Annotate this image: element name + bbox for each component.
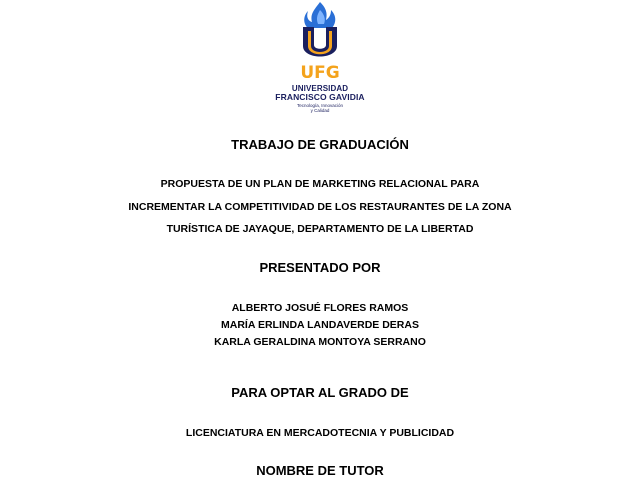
section-title: TRABAJO DE GRADUACIÓN (231, 137, 409, 152)
ufg-logo-emblem (270, 0, 370, 84)
thesis-title-line: INCREMENTAR LA COMPETITIVIDAD DE LOS RESTAURANTES DE LA ZONA (128, 201, 512, 213)
university-name-line2: FRANCISCO GAVIDIA (275, 92, 365, 102)
degree-name: LICENCIATURA EN MERCADOTECNIA Y PUBLICIDAD (185, 427, 455, 439)
ufg-acronym: UFG (300, 63, 340, 83)
university-tagline-line1: Tecnología, Innovación (296, 103, 344, 108)
thesis-title-line: TURÍSTICA DE JAYAQUE, DEPARTAMENTO DE LA LIBERTAD (166, 223, 474, 235)
author-name: MARÍA ERLINDA LANDAVERDE DERAS (221, 319, 419, 331)
university-name-line1: UNIVERSIDAD (291, 84, 349, 93)
degree-heading: PARA OPTAR AL GRADO DE (231, 385, 409, 400)
author-name: KARLA GERALDINA MONTOYA SERRANO (214, 336, 426, 348)
presented-by-heading: PRESENTADO POR (259, 260, 381, 275)
thesis-title-line: PROPUESTA DE UN PLAN DE MARKETING RELACIONAL PARA (160, 178, 480, 190)
university-tagline-line2: y Calidad (310, 108, 330, 113)
author-name: ALBERTO JOSUÉ FLORES RAMOS (231, 302, 409, 314)
tutor-heading: NOMBRE DE TUTOR (256, 463, 384, 478)
